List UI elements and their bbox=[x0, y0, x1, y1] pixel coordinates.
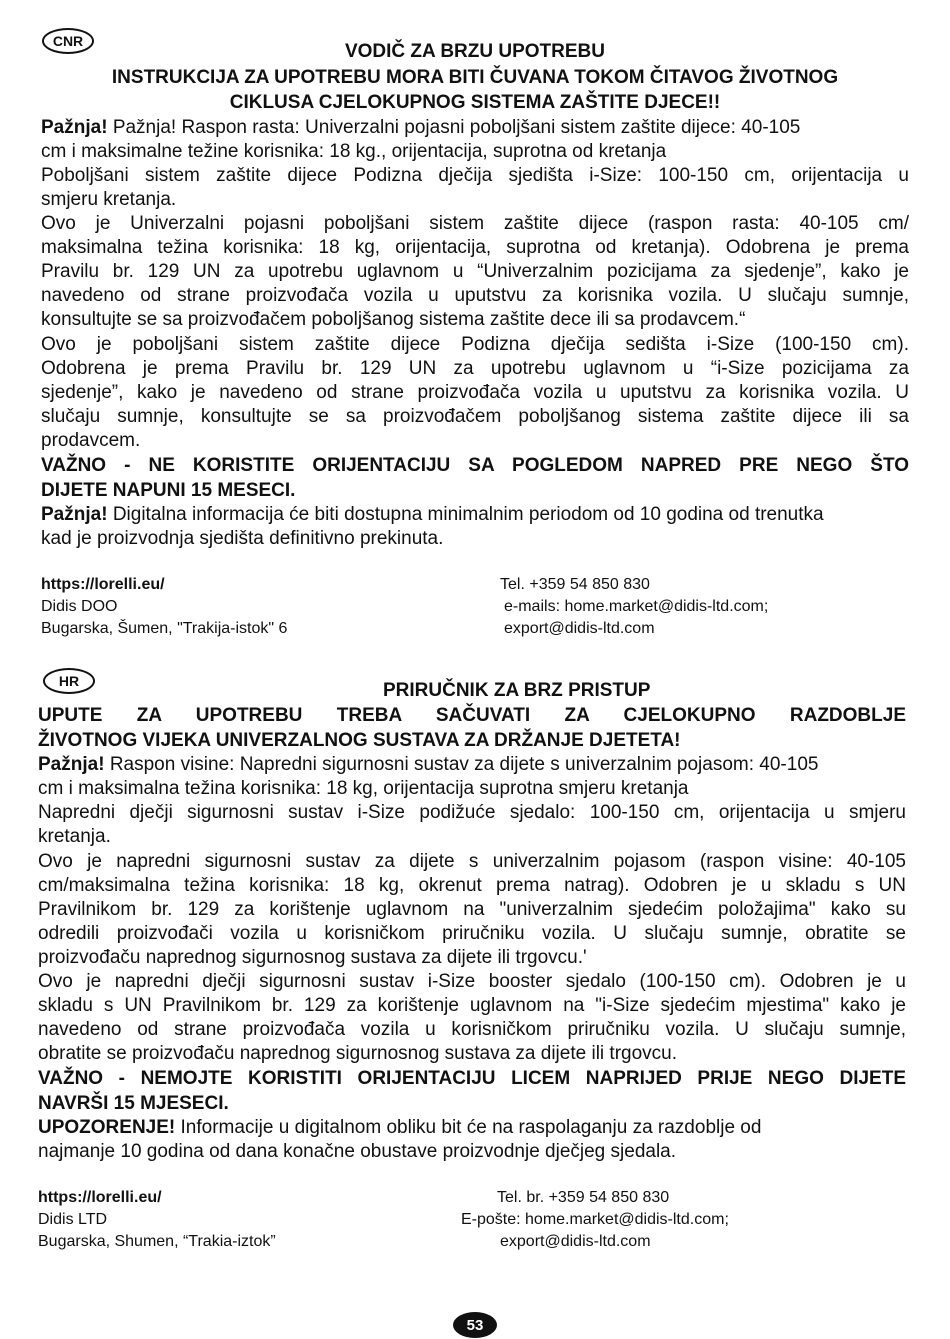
cnr-language-badge: CNR bbox=[42, 28, 94, 54]
cnr-p4-line-2: Odobrena je prema Pravilu br. 129 UN za upotrebu uglavnom u “i-Size pozicijama za bbox=[41, 358, 909, 379]
cnr-warning-line-1: VAŽNO - NE KORISTITE ORIJENTACIJU SA POGLEDOM NAPRED PRE NEGO ŠTO bbox=[41, 455, 909, 476]
hr-warning-line-1: VAŽNO - NEMOJTE KORISTITI ORIJENTACIJU LICEM NAPRIJED PRIJE NEGO DIJETE bbox=[38, 1068, 906, 1089]
hr-company-name: Didis LTD bbox=[38, 1211, 108, 1228]
cnr-phone: Tel. +359 54 850 830 bbox=[500, 576, 650, 593]
hr-p3-line-3: Pravilnikom br. 129 za korištenje uglavnom na "univerzalnim sjedećim položajima" kako su bbox=[38, 899, 906, 920]
cnr-p3-line-4: navedeno od strane proizvođača vozila u uputstvu za korisnika vozila. U slučaju sumnje, bbox=[41, 285, 909, 306]
hr-subtitle-line-2: ŽIVOTNOG VIJEKA UNIVERZALNOG SUSTAVA ZA DRŽANJE DJETETA! bbox=[38, 730, 681, 751]
hr-website-link[interactable]: https://lorelli.eu/ bbox=[38, 1189, 162, 1206]
hr-p4-line-3: navedeno od strane proizvođača vozila u korisničkom priručniku vozila. U slučaju sumnje, bbox=[38, 1019, 906, 1040]
hr-p4-line-2: skladu s UN Pravilnikom br. 129 za korištenje uglavnom na "i-Size sjedećim mjestima" kako je bbox=[38, 995, 906, 1016]
page-number: 53 bbox=[453, 1312, 497, 1338]
cnr-p5-text: Digitalna informacija će biti dostupna minimalnim periodom od 10 godina od trenutka bbox=[112, 504, 824, 525]
cnr-p1-line-1 bbox=[41, 116, 909, 140]
hr-email-2: export@didis-ltd.com bbox=[500, 1233, 651, 1250]
cnr-p4-line-3: sjedenje”, kako je navedeno od strane proizvođača vozila u uputstvu za korisnika vozila. U bbox=[41, 382, 909, 403]
hr-p1-line-1 bbox=[38, 753, 906, 777]
hr-p5-line-2: najmanje 10 godina od dana konačne obustave proizvodnje dječjeg sjedala. bbox=[38, 1141, 677, 1162]
cnr-attention-label: Pažnja! bbox=[41, 117, 108, 138]
cnr-p3-line-5: konsultujte se sa proizvođačem poboljšanog sistema zaštite dece ili sa prodavcem.“ bbox=[41, 309, 746, 330]
cnr-address: Bugarska, Šumen, "Trakija-istok" 6 bbox=[41, 620, 288, 637]
cnr-p1-text: Pažnja! Raspon rasta: Univerzalni pojasni poboljšani sistem zaštite dijece: 40-105 bbox=[112, 117, 801, 138]
hr-warning-label: UPOZORENJE! bbox=[38, 1117, 176, 1138]
cnr-p2-line-2: smjeru kretanja. bbox=[41, 189, 177, 210]
hr-p4-line-1: Ovo je napredni dječji sigurnosni sustav i-Size booster sjedalo (100-150 cm). Odobren je u bbox=[38, 971, 906, 992]
cnr-p3-line-2: maksimalna težina korisnika: 18 kg, orijentacija, suprotna od kretanja). Odobrena je prema bbox=[41, 237, 909, 258]
cnr-p5-line-1 bbox=[41, 503, 909, 527]
cnr-website-link[interactable]: https://lorelli.eu/ bbox=[41, 576, 165, 593]
cnr-p5-line-2: kad je proizvodnja sjedišta definitivno prekinuta. bbox=[41, 528, 444, 549]
cnr-attention-label-2: Pažnja! bbox=[41, 504, 108, 525]
hr-p3-line-4: odredili proizvođači vozila u korisničkom priručniku vozila. U slučaju sumnje, obratite se bbox=[38, 923, 906, 944]
hr-phone: Tel. br. +359 54 850 830 bbox=[497, 1189, 670, 1206]
hr-p3-line-1: Ovo je napredni sigurnosni sustav za dijete s univerzalnim pojasom (raspon visine: 40-105 bbox=[38, 851, 906, 872]
hr-attention-label: Pažnja! bbox=[38, 754, 105, 775]
hr-p1-line-2: cm i maksimalna težina korisnika: 18 kg, orijentacija suprotna smjeru kretanja bbox=[38, 778, 689, 799]
cnr-p4-line-1: Ovo je poboljšani sistem zaštite dijece Podizna dječija sedišta i-Size (100-150 cm). bbox=[41, 334, 909, 355]
hr-warning-line-2: NAVRŠI 15 MJESECI. bbox=[38, 1093, 229, 1114]
cnr-email-2: export@didis-ltd.com bbox=[504, 620, 655, 637]
cnr-company-name: Didis DOO bbox=[41, 598, 118, 615]
hr-emails: E-pošte: home.market@didis-ltd.com; bbox=[461, 1211, 729, 1228]
hr-p2-line-2: kretanja. bbox=[38, 826, 111, 847]
cnr-p1-line-2: cm i maksimalne težine korisnika: 18 kg., orijentacija, suprotna od kretanja bbox=[41, 141, 667, 162]
hr-p2-line-1: Napredni dječji sigurnosni sustav i-Size podižuće sjedalo: 100-150 cm, orijentacija u smjeru bbox=[38, 802, 906, 823]
hr-p3-line-2: cm/maksimalna težina korisnika: 18 kg, okrenut prema natrag). Odobren je u skladu s UN bbox=[38, 875, 906, 896]
hr-p5-line-1 bbox=[38, 1116, 906, 1140]
hr-p5-text: Informacije u digitalnom obliku bit će na raspolaganju za razdoblje od bbox=[180, 1117, 762, 1138]
hr-title: PRIRUČNIK ZA BRZ PRISTUP bbox=[383, 680, 651, 701]
hr-p4-line-4: obratite se proizvođaču naprednog sigurnosnog sustava za dijete ili trgovcu. bbox=[38, 1043, 677, 1064]
cnr-subtitle-line-2: CIKLUSA CJELOKUPNOG SISTEMA ZAŠTITE DJECE!! bbox=[229, 92, 721, 113]
cnr-warning-line-2: DIJETE NAPUNI 15 MESECI. bbox=[41, 480, 296, 501]
cnr-title: VODIČ ZA BRZU UPOTREBU bbox=[344, 41, 606, 62]
hr-subtitle-line-1: UPUTE ZA UPOTREBU TREBA SAČUVATI ZA CJELOKUPNO RAZDOBLJE bbox=[38, 705, 906, 726]
hr-p3-line-5: proizvođaču naprednog sigurnosnog sustava za dijete ili trgovcu.' bbox=[38, 947, 587, 968]
hr-address: Bugarska, Shumen, “Trakia-iztok” bbox=[38, 1233, 276, 1250]
cnr-p4-line-5: prodavcem. bbox=[41, 430, 141, 451]
hr-p1-text: Raspon visine: Napredni sigurnosni sustav za dijete s univerzalnim pojasom: 40-105 bbox=[109, 754, 819, 775]
cnr-p2-line-1: Poboljšani sistem zaštite dijece Podizna dječija sjedišta i-Size: 100-150 cm, orijentacija u bbox=[41, 165, 909, 186]
cnr-emails: e-mails: home.market@didis-ltd.com; bbox=[504, 598, 769, 615]
cnr-subtitle-line-1: INSTRUKCIJA ZA UPOTREBU MORA BITI ČUVANA TOKOM ČITAVOG ŽIVOTNOG bbox=[111, 67, 839, 88]
hr-language-badge: HR bbox=[43, 668, 95, 694]
cnr-p3-line-1: Ovo je Univerzalni pojasni poboljšani sistem zaštite dijece (raspon rasta: 40-105 cm/ bbox=[41, 213, 909, 234]
cnr-p3-line-3: Pravilu br. 129 UN za upotrebu uglavnom u “Univerzalnim pozicijama za sjedenje”, kako je bbox=[41, 261, 909, 282]
cnr-p4-line-4: slučaju sumnje, konsultujte se sa proizvođačem poboljšanog sistema zaštite dijece ili sa bbox=[41, 406, 909, 427]
